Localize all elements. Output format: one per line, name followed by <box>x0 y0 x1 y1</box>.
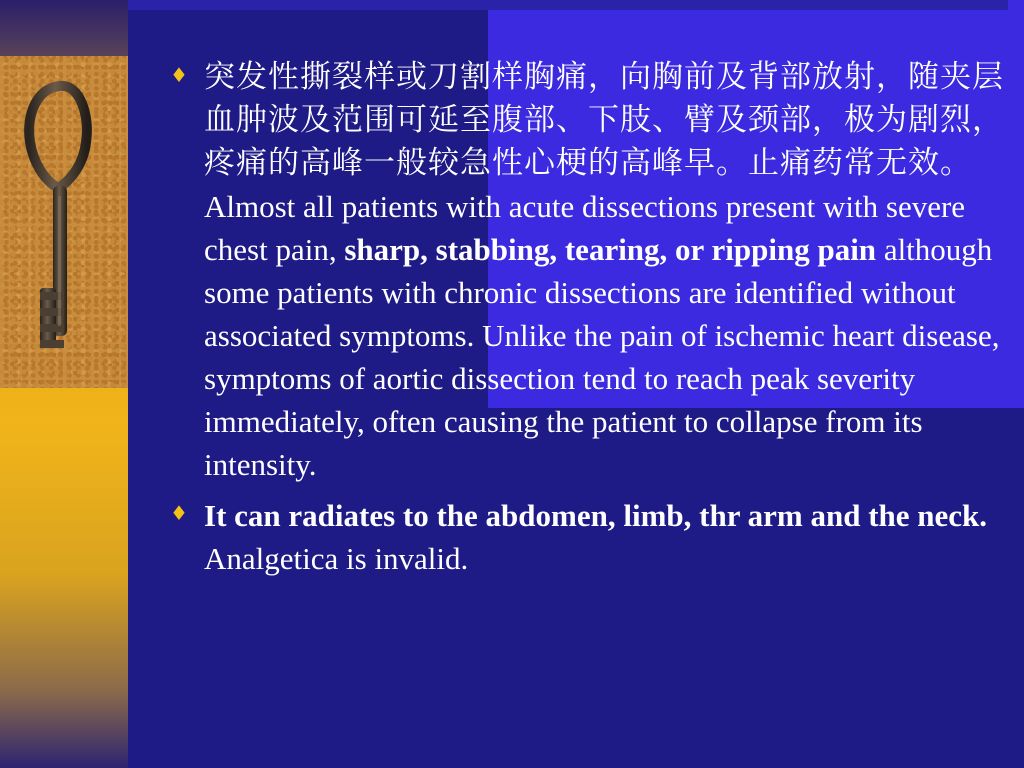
diamond-bullet-icon: ♦ <box>170 63 188 87</box>
top-border <box>128 0 1008 10</box>
bullet-cn-text: 突发性撕裂样或刀割样胸痛，向胸前及背部放射，随夹层血肿波及范围可延至腹部、下肢、臂及颈部，极为剧烈，疼痛的高峰一般较急性心梗的高峰早。止痛药常无效。 <box>204 59 1004 181</box>
bullet-en-text-continued: although some patients with chronic dissections are identified without associated symptoms. Unlike the pain of ischemic heart disease, symptoms of aortic dissection tend to reach peak severity immediately, often causing the patient to collapse from its intensity. <box>204 232 1000 482</box>
bullet-en-bold-text: It can radiates to the abdomen, limb, thr arm and the neck. <box>204 498 988 533</box>
bullet-en-bold-text: sharp, stabbing, tearing, or ripping pain <box>344 232 877 267</box>
bullet-item <box>168 56 1010 486</box>
bullet-en-text: Analgetica is invalid. <box>204 541 469 576</box>
bullet-item <box>168 494 1010 580</box>
antique-key-photo <box>0 56 128 388</box>
slide-body <box>168 56 1010 588</box>
key-icon <box>0 56 128 388</box>
diamond-bullet-icon: ♦ <box>170 501 188 525</box>
bullet-en-text: Almost all patients with acute dissections present with severe chest pain, <box>204 189 966 267</box>
